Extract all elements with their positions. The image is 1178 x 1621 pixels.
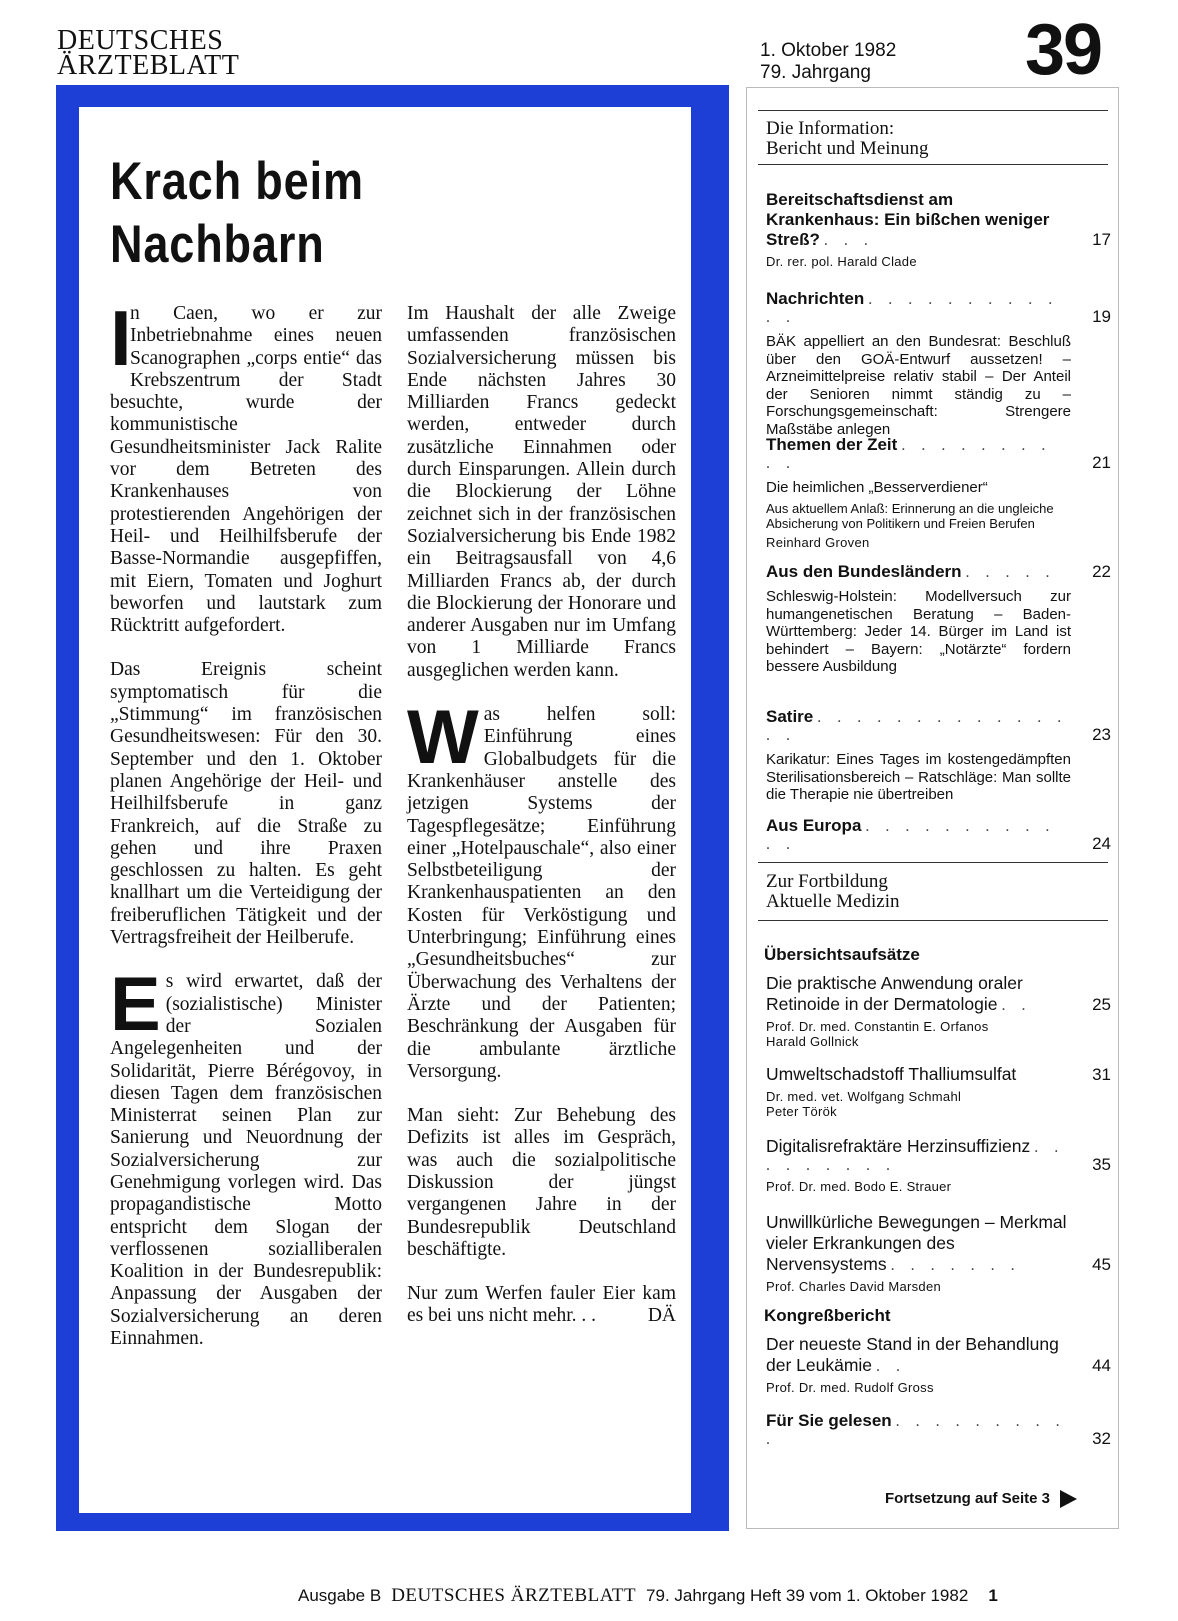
paragraph-5: Was helfen soll: Einführung eines Globalbudgets für die Krankenhäuser anstelle des jetzigen Systems der Tagespflegesätze; Einführung einer „Hotelpauschale“, also einer Selbstbeteiligung der Krankenhauspatienten an den Kosten für Verköstigung und Unterbringung; Einführung eines „Gesundheitsbuches“ zur Überwachung des Verhaltens der Ärzte und der Patienten; Beschränkung der Ausgaben für die ambulante ärztliche Versorgung. [407, 695, 676, 1082]
footer-edition: Ausgabe B [298, 1586, 382, 1605]
divider [758, 920, 1108, 921]
footer-info: 79. Jahrgang Heft 39 vom 1. Oktober 1982 [646, 1586, 969, 1605]
drop-cap: E [110, 962, 161, 1048]
author: Peter Török [766, 1104, 837, 1119]
page-number: 32 [1092, 1429, 1111, 1448]
page-number: 44 [1092, 1356, 1111, 1375]
page-footer [298, 1585, 998, 1607]
author: Prof. Dr. med. Bodo E. Strauer [766, 1179, 952, 1194]
paragraph-2: Das Ereignis scheint symptomatisch für die „Stimmung“ im französischen Gesundheitswesen: Für den 30. September und den 1. Oktober planen Angehörige der Heil- und Heilhilfsberufe in ganz Frankreich, auf die Straße zu gehen und ihre Praxen geschlossen zu halten. Es geht knallhart um die Verteidigung der freiberuflichen Tätigkeit und der Vertragsfreiheit der Heilberufe. [110, 659, 382, 949]
divider [758, 110, 1108, 111]
author: Harald Gollnick [766, 1034, 859, 1049]
paragraph-4: Im Haushalt der alle Zweige umfassenden französischen Sozialversicherung müssen bis Ende nächsten Jahres 30 Milliarden Francs gedeckt werden, entweder durch zusätzliche Einnahmen oder durch Einsparungen. Allein durch die Blockierung der Löhne zeichnet sich in der französischen Sozialversicherung bis Ende 1982 ein Beitragsausfall von 4,6 Milliarden Francs ab, der durch die Blockierung der Honorare und anderer Ausgaben nur im Umfang von 1 Milliarde Francs ausgeglichen werden kann. [407, 303, 676, 681]
footer-page-number: 1 [988, 1586, 998, 1605]
page-number: 31 [1092, 1065, 1111, 1084]
entry-note: Aus aktuellem Anlaß: Erinnerung an die ungleiche Absicherung von Politikern und Freien Berufen [766, 500, 1054, 531]
section-heading-information: Die Information: Bericht und Meinung [766, 118, 929, 159]
toc-entry[interactable]: Umweltschadstoff Thalliumsulfat 31 Dr. med. vet. Wolfgang Schmahl Peter Török [766, 1064, 1111, 1119]
toc-entry[interactable]: Aus Europa . . . . . . . . . . . . 24 [766, 816, 1111, 853]
drop-cap: I [110, 294, 132, 382]
paragraph-7: Nur zum Werfen fauler Eier kam es bei uns nicht mehr. . . DÄ [407, 1283, 676, 1327]
toc-entry[interactable]: Der neueste Stand in der Behandlung der Leukämie . . 44 Prof. Dr. med. Rudolf Gross [766, 1334, 1111, 1395]
entry-description: BÄK appelliert an den Bundesrat: Beschluß über den GOÄ-Entwurf aussetzen! – Arzneimittelpreise relativ stabil – Der Anteil der Senioren nimmt ständig zu – Forschungsgemeinschaft: Strengere Maßstäbe anlegen [766, 333, 1071, 438]
toc-entry[interactable]: Digitalisrefraktäre Herzinsuffizienz . . . . . . . . . 35 Prof. Dr. med. Bodo E. Strauer [766, 1136, 1111, 1194]
issue-date-block [760, 40, 896, 84]
article-headline [110, 150, 364, 276]
author: Dr. rer. pol. Harald Clade [766, 254, 917, 269]
page-number: 22 [1092, 562, 1111, 581]
issue-volume: 79. Jahrgang [760, 62, 871, 83]
section-heading-fortbildung: Zur Fortbildung Aktuelle Medizin [766, 871, 900, 912]
footer-brand: DEUTSCHES ÄRZTEBLATT [391, 1585, 637, 1606]
toc-entry[interactable]: Für Sie gelesen . . . . . . . . . . 32 [766, 1411, 1111, 1448]
issue-date: 1. Oktober 1982 [760, 40, 897, 61]
article-column-left [110, 294, 382, 1372]
paragraph-3: Es wird erwartet, daß der (sozialistische) Minister der Sozialen Angelegenheiten und der Solidarität, Pierre Bérégovoy, in diesen Tagen dem französischen Ministerrat seinen Plan zur Sanierung und Neuordnung der Sozialversicherung zur Genehmigung vorlegen wird. Das propagandistische Motto entspricht dem Slogan der verflossenen sozialliberalen Koalition in der Bundesrepublik: Anpassung der Ausgaben der Sozialversicherung an deren Einnahmen. [110, 962, 382, 1350]
author: Dr. med. vet. Wolfgang Schmahl [766, 1089, 962, 1104]
continue-link[interactable]: Fortsetzung auf Seite 3 [885, 1490, 1077, 1508]
masthead-line1: DEUTSCHES [57, 25, 224, 56]
page-number: 45 [1092, 1255, 1111, 1274]
author: Prof. Charles David Marsden [766, 1279, 941, 1294]
paragraph-6: Man sieht: Zur Behebung des Defizits ist alles im Gespräch, was auch die sozialpolitische Diskussion der jüngst vergangenen Jahre in der Bundesrepublik Deutschland beschäftigte. [407, 1105, 676, 1260]
signature: DÄ [647, 1305, 676, 1327]
drop-cap: W [407, 695, 479, 781]
page-number: 17 [1092, 230, 1111, 249]
issue-number: 39 [1025, 10, 1102, 90]
entry-description: Schleswig-Holstein: Modellversuch zur humangenetischen Beratung – Baden-Württemberg: Jeder 14. Bürger im Land ist behindert – Bayern: „Notärzte“ fordern bessere Ausbildung [766, 588, 1071, 675]
page-number: 23 [1092, 725, 1111, 744]
category-heading: Kongreßbericht [764, 1306, 891, 1325]
toc-entry[interactable]: Themen der Zeit . . . . . . . . . . 21 Die heimlichen „Besserverdiener“ Aus aktuellem Anlaß: Erinnerung an die ungleiche Absicherung von Politikern und Freien Berufen Reinhard Groven [766, 435, 1111, 550]
page-number: 35 [1092, 1155, 1111, 1174]
author: Prof. Dr. med. Rudolf Gross [766, 1380, 934, 1395]
author: Prof. Dr. med. Constantin E. Orfanos [766, 1019, 989, 1034]
page-number: 21 [1092, 453, 1111, 472]
masthead-logo [57, 25, 240, 81]
divider [758, 164, 1108, 165]
headline-line1: Krach beim [110, 152, 364, 211]
headline-line2: Nachbarn [110, 215, 325, 274]
page-number: 24 [1092, 834, 1111, 853]
page-number: 25 [1092, 995, 1111, 1014]
author: Reinhard Groven [766, 534, 870, 550]
category-heading: Übersichtsaufsätze [764, 945, 920, 964]
entry-description: Karikatur: Eines Tages im kostengedämpften Sterilisationsbereich – Ratschläge: Man sollte die Therapie nie übertreiben [766, 751, 1071, 803]
page-number: 19 [1092, 307, 1111, 326]
toc-entry[interactable]: Die praktische Anwendung oraler Retinoide in der Dermatologie . . 25 Prof. Dr. med. Constantin E. Orfanos Harald Gollnick [766, 973, 1111, 1049]
divider [758, 862, 1108, 863]
toc-entry[interactable]: Bereitschaftsdienst am Krankenhaus: Ein bißchen weniger Streß? . . . 17 Dr. rer. pol. Harald Clade [766, 190, 1111, 269]
arrow-right-icon [1060, 1490, 1077, 1508]
entry-description: Die heimlichen „Besserverdiener“ [766, 479, 988, 496]
toc-entry[interactable]: Unwillkürliche Bewegungen – Merkmal vieler Erkrankungen des Nervensystems . . . . . . . 45 Prof. Charles David Marsden [766, 1212, 1111, 1294]
article-column-right [407, 303, 676, 1350]
toc-entry[interactable]: Aus den Bundesländern . . . . . 22 Schleswig-Holstein: Modellversuch zur humangenetischen Beratung – Baden-Württemberg: Jeder 14. Bürger im Land ist behindert – Bayern: „Notärzte“ fordern bessere Ausbildung [766, 562, 1111, 675]
masthead-line2: ÄRZTEBLATT [57, 50, 240, 81]
toc-entry[interactable]: Nachrichten . . . . . . . . . . . . 19 BÄK appelliert an den Bundesrat: Beschluß über den GOÄ-Entwurf aussetzen! – Arzneimittelpreise relativ stabil – Der Anteil der Senioren nimmt ständig zu – Forschungsgemeinschaft: Strengere Maßstäbe anlegen [766, 289, 1111, 438]
paragraph-1: I n Caen, wo er zur Inbetriebnahme eines neuen Scanographen „corps entie“ das Krebszentrum der Stadt besuchte, wurde der kommunistische Gesundheitsminister Jack Ralite vor dem Betreten des Krankenhauses von protestierenden Angehörigen der Heil- und Heilhilfsberufe der Basse-Normandie ausgepfiffen, mit Eiern, Tomaten und Joghurt beworfen und lautstark zum Rücktritt aufgefordert. [110, 294, 382, 637]
toc-entry[interactable]: Satire . . . . . . . . . . . . . . . 23 Karikatur: Eines Tages im kostengedämpften Sterilisationsbereich – Ratschläge: Man sollte die Therapie nie übertreiben [766, 707, 1111, 803]
